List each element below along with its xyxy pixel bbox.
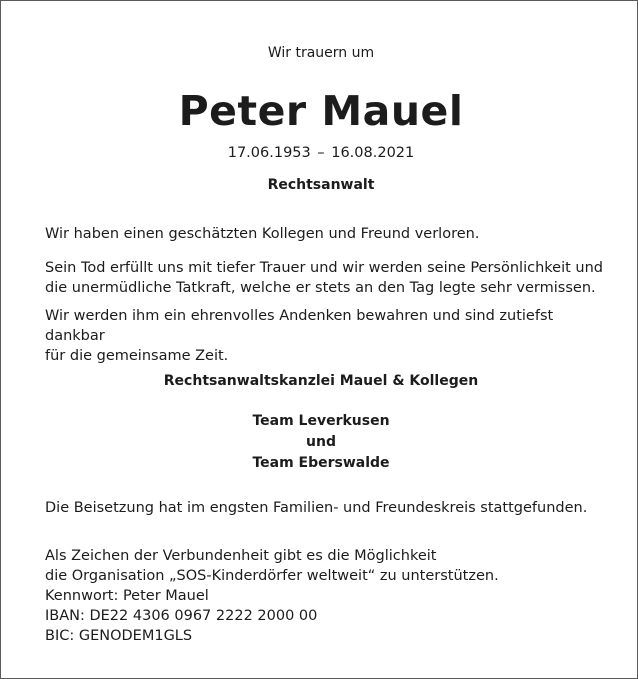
- paragraph-line: Die Beisetzung hat im engsten Familien- und Freundeskreis stattgefunden.: [45, 500, 588, 516]
- team-eberswalde: Team Eberswalde: [252, 455, 390, 471]
- donation-bic: BIC: GENODEM1GLS: [45, 628, 193, 644]
- paragraph-line: Wir haben einen geschätzten Kollegen und Freund verloren.: [45, 226, 480, 242]
- donation-info: [45, 546, 605, 646]
- profession: Rechtsanwalt: [267, 177, 375, 193]
- teams-block: [45, 411, 597, 474]
- donation-keyword: Kennwort: Peter Mauel: [45, 588, 209, 604]
- paragraph-loss: [45, 224, 605, 244]
- donation-line: Als Zeichen der Verbundenheit gibt es die Möglichkeit: [45, 548, 437, 564]
- donation-iban: IBAN: DE22 4306 0967 2222 2000 00: [45, 608, 318, 624]
- paragraph-line: Wir werden ihm ein ehrenvolles Andenken bewahren und sind zutiefst dankbar: [45, 308, 554, 344]
- funeral-note: [45, 498, 605, 518]
- paragraph-memory: [45, 306, 605, 366]
- firm-name: Rechtsanwaltskanzlei Mauel & Kollegen: [163, 373, 479, 389]
- donation-line: die Organisation „SOS-Kinderdörfer weltweit“ zu unterstützen.: [45, 568, 499, 584]
- life-dates: 17.06.1953 – 16.08.2021: [227, 145, 415, 161]
- paragraph-grief: [45, 258, 605, 298]
- team-leverkusen: Team Leverkusen: [252, 413, 390, 429]
- deceased-name: Peter Mauel: [178, 87, 464, 135]
- teams-conjunction: und: [306, 434, 336, 450]
- paragraph-line: die unermüdliche Tatkraft, welche er stets an den Tag legte sehr vermissen.: [45, 280, 596, 296]
- paragraph-line: Sein Tod erfüllt uns mit tiefer Trauer und wir werden seine Persönlichkeit und: [45, 260, 603, 276]
- paragraph-line: für die gemeinsame Zeit.: [45, 348, 229, 364]
- intro-text: Wir trauern um: [267, 45, 375, 61]
